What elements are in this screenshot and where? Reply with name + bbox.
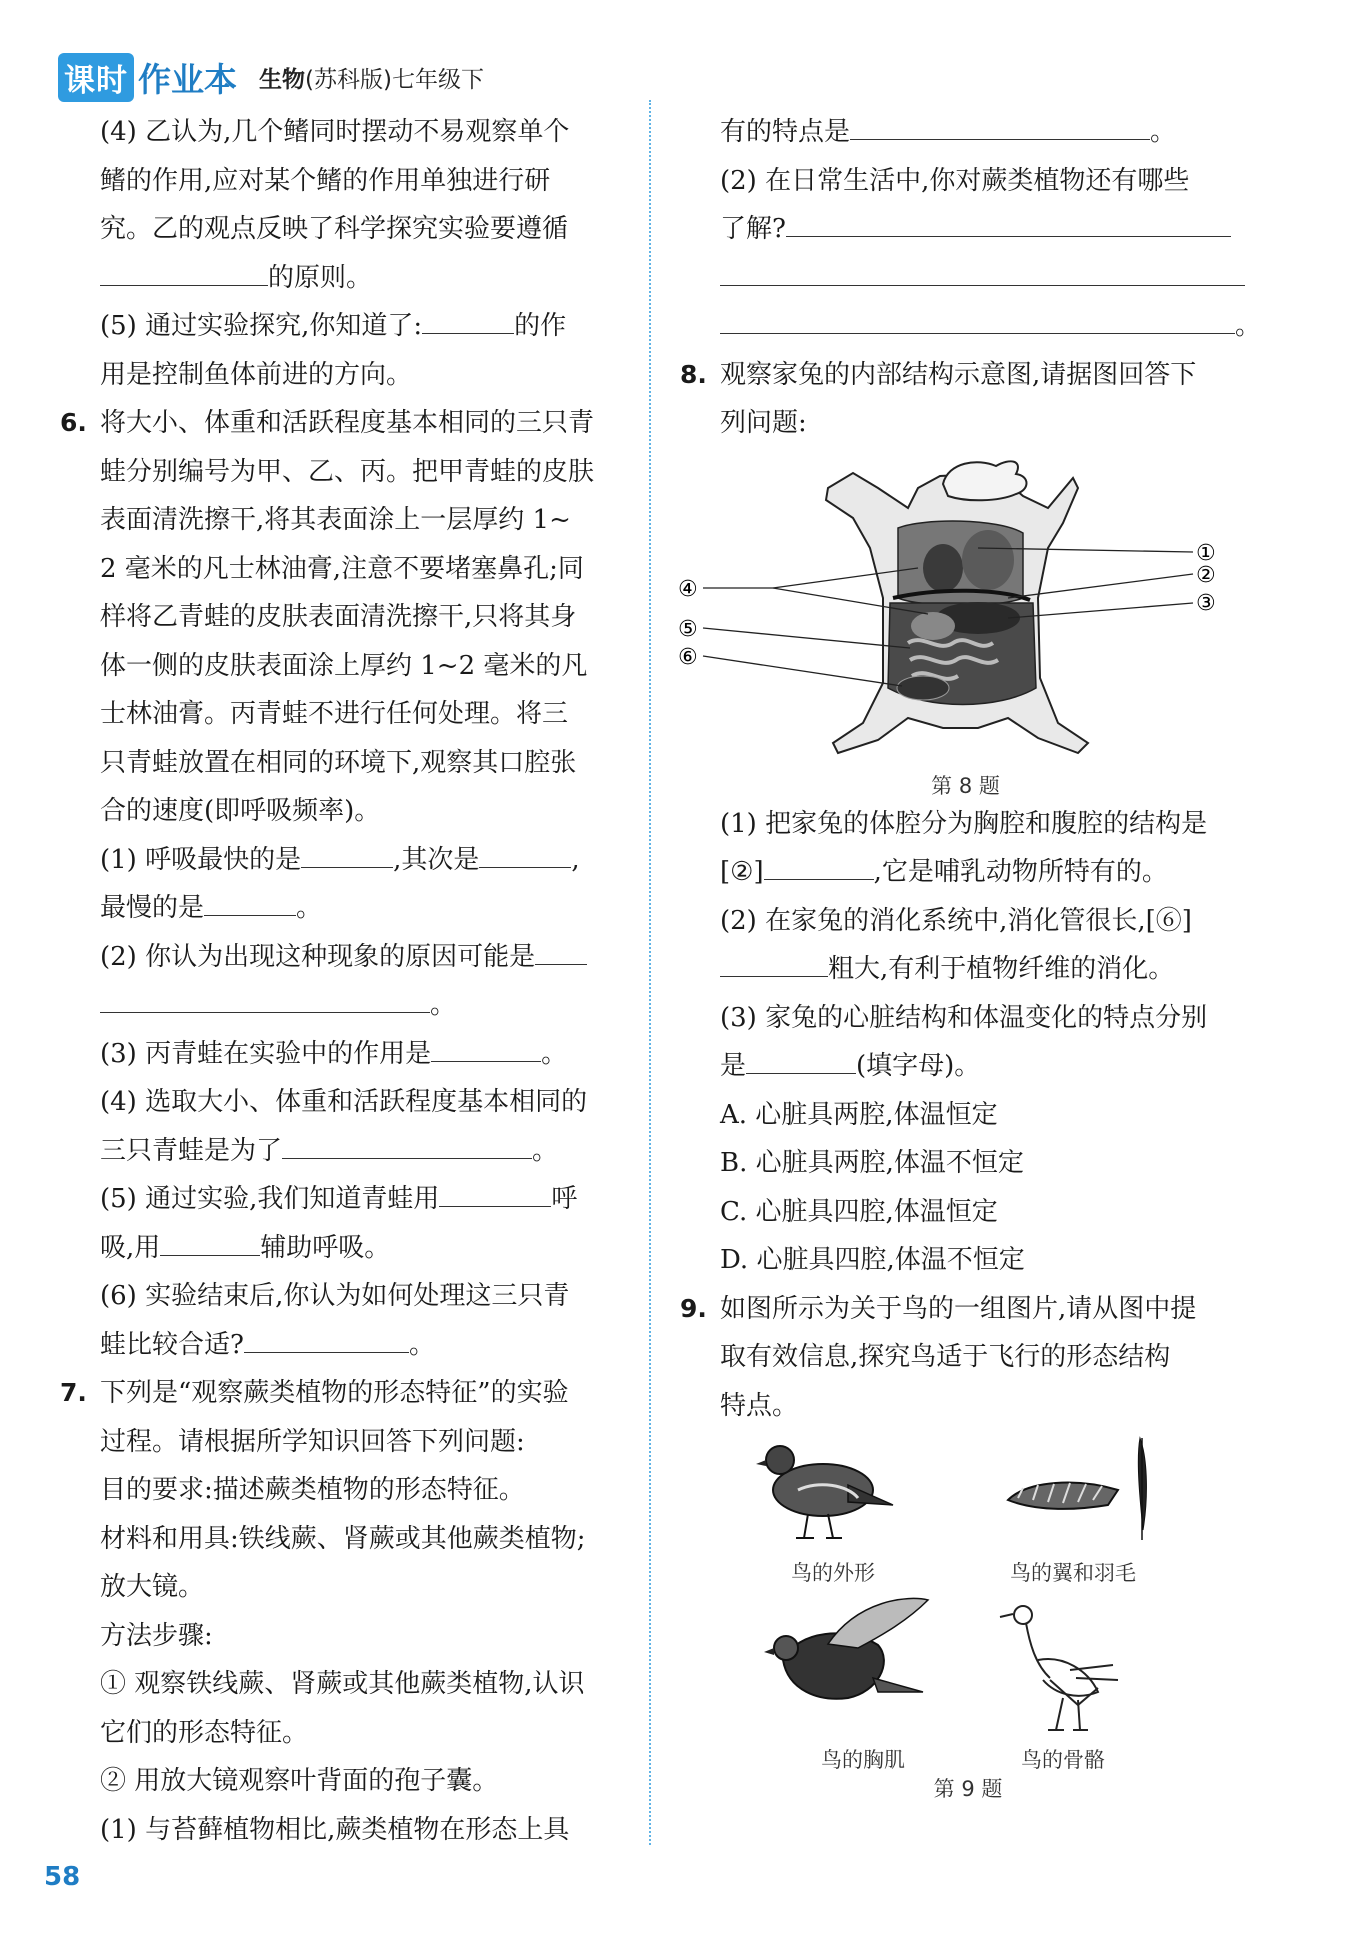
answer-blank[interactable] <box>786 206 1231 237</box>
text-line <box>58 1030 633 1079</box>
text-line: ② 用放大镜观察叶背面的孢子囊。 <box>100 1766 499 1796</box>
answer-blank[interactable] <box>439 1176 551 1207</box>
text-span: 。 <box>430 990 457 1020</box>
text-span: 。 <box>408 1329 435 1360</box>
caption-bird-outline: 鸟的外形 <box>791 1561 875 1585</box>
heart <box>923 544 963 592</box>
label-3: ③ <box>1196 590 1216 616</box>
rabbit-anatomy-figure <box>678 448 1253 800</box>
answer-blank[interactable] <box>746 1043 856 1074</box>
text-span: ,它是哺乳动物所特有的。 <box>873 857 1168 887</box>
edition-label: (苏科版)七年级下 <box>305 66 484 93</box>
text-line <box>58 981 633 1030</box>
text-line: 蛙分别编号为甲、乙、丙。把甲青蛙的皮肤 <box>100 456 595 487</box>
text-line <box>58 836 633 885</box>
pigeon-outline-image <box>756 1446 893 1538</box>
text-span: 如图所示为关于鸟的一组图片,请从图中提 <box>720 1293 1197 1324</box>
answer-blank[interactable] <box>479 837 571 868</box>
option-d[interactable]: D. 心脏具四腔,体温不恒定 <box>720 1245 1025 1275</box>
answer-blank[interactable] <box>204 885 296 916</box>
answer-blank[interactable] <box>720 946 828 977</box>
text-span: 将大小、体重和活跃程度基本相同的三只青 <box>100 408 595 438</box>
text-line: 表面清洗擦干,将其表面涂上一层厚约 1~ <box>100 505 571 535</box>
text-line <box>58 1321 633 1370</box>
text-line <box>58 933 633 982</box>
text-line: 合的速度(即呼吸频率)。 <box>100 796 381 826</box>
text-span: 。 <box>532 1135 559 1166</box>
bird-skeleton-image <box>1000 1606 1118 1730</box>
answer-blank[interactable] <box>764 849 874 880</box>
text-span: [②] <box>720 857 764 887</box>
answer-blank[interactable] <box>535 934 587 965</box>
text-span: (3) 丙青蛙在实验中的作用是 <box>100 1038 432 1069</box>
text-line <box>58 1224 633 1273</box>
text-span: 观察家兔的内部结构示意图,请据图回答下 <box>720 359 1197 390</box>
page-header <box>58 54 484 100</box>
bird-figure <box>678 1430 1253 1830</box>
text-span: 的原则。 <box>268 262 373 293</box>
text-line: 方法步骤: <box>100 1620 213 1651</box>
question-6 <box>58 399 633 448</box>
answer-blank[interactable] <box>720 303 1235 334</box>
text-line <box>678 302 1262 351</box>
text-span: 呼 <box>551 1184 578 1214</box>
text-line: (1) 把家兔的体腔分为胸腔和腹腔的结构是 <box>720 808 1208 839</box>
text-line <box>678 205 1253 254</box>
text-line: 它们的形态特征。 <box>100 1717 309 1748</box>
text-span: (5) 通过实验,我们知道青蛙用 <box>100 1184 440 1214</box>
question-number: 9. <box>680 1293 707 1323</box>
question-number: 7. <box>60 1378 87 1407</box>
option-b[interactable]: B. 心脏具两腔,体温不恒定 <box>720 1148 1024 1178</box>
column-divider <box>649 100 651 1845</box>
rabbit-diagram <box>678 448 1253 768</box>
text-span: (2) 你认为出现这种现象的原因可能是 <box>100 941 536 972</box>
text-line: 过程。请根据所学知识回答下列问题: <box>100 1426 525 1457</box>
text-span: 是 <box>720 1051 747 1081</box>
pectoral-muscle-image <box>764 1598 928 1698</box>
text-line: (4) 乙认为,几个鳍同时摆动不易观察单个 <box>100 117 570 147</box>
text-line: 只青蛙放置在相同的环境下,观察其口腔张 <box>100 747 577 778</box>
text-line: (2) 在日常生活中,你对蕨类植物还有哪些 <box>720 165 1190 196</box>
answer-blank[interactable] <box>282 1128 532 1159</box>
text-line: 放大镜。 <box>100 1572 205 1602</box>
caption-bird-muscle: 鸟的胸肌 <box>821 1748 905 1772</box>
caption-bird-skeleton: 鸟的骨骼 <box>1021 1748 1105 1772</box>
answer-blank[interactable] <box>160 1225 260 1256</box>
text-line: 取有效信息,探究鸟适于飞行的形态结构 <box>720 1342 1171 1372</box>
text-span: 最慢的是 <box>100 893 205 923</box>
rabbit-head <box>943 461 1027 500</box>
answer-blank[interactable] <box>422 303 514 334</box>
text-span: , <box>571 844 580 875</box>
label-6: ⑥ <box>678 644 698 670</box>
text-span: 吸,用 <box>100 1232 161 1263</box>
label-1: ① <box>1196 540 1216 566</box>
question-8 <box>678 351 1253 400</box>
text-span: (1) 呼吸最快的是 <box>100 844 302 875</box>
leader-line <box>703 628 910 648</box>
text-span: 。 <box>541 1038 568 1069</box>
text-line: 用是控制鱼体前进的方向。 <box>100 359 413 390</box>
text-span: 辅助呼吸。 <box>260 1232 391 1263</box>
text-line <box>58 302 633 351</box>
question-7 <box>58 1369 633 1418</box>
text-span: 。 <box>296 893 323 923</box>
text-span: (填字母)。 <box>856 1051 981 1081</box>
text-span: 下列是“观察蕨类植物的形态特征”的实验 <box>100 1378 569 1408</box>
text-line: 特点。 <box>720 1390 799 1421</box>
text-line: 目的要求:描述蕨类植物的形态特征。 <box>100 1475 525 1505</box>
option-c[interactable]: C. 心脏具四腔,体温恒定 <box>720 1196 998 1227</box>
text-line: 样将乙青蛙的皮肤表面清洗擦干,只将其身 <box>100 602 577 632</box>
answer-blank[interactable] <box>720 255 1245 286</box>
text-line: 士林油膏。丙青蛙不进行任何处理。将三 <box>100 699 569 729</box>
text-span: 。 <box>1150 117 1177 147</box>
label-5: ⑤ <box>678 616 698 642</box>
question-9 <box>678 1285 1253 1334</box>
label-2: ② <box>1196 562 1216 588</box>
option-a[interactable]: A. 心脏具两腔,体温恒定 <box>720 1099 998 1130</box>
figure-8-caption: 第 8 题 <box>931 773 1000 798</box>
series-logo <box>58 53 237 102</box>
text-span: 有的特点是 <box>720 117 851 147</box>
text-line: (1) 与苔藓植物相比,蕨类植物在形态上具 <box>100 1814 570 1845</box>
text-span: ,其次是 <box>393 844 480 875</box>
text-line <box>58 254 633 303</box>
answer-blank[interactable] <box>100 982 430 1013</box>
text-line <box>678 848 1253 897</box>
text-span: 。 <box>1235 311 1262 341</box>
text-line: ① 观察铁线蕨、肾蕨或其他蕨类植物,认识 <box>100 1669 585 1699</box>
text-span: 粗大,有利于植物纤维的消化。 <box>828 954 1175 984</box>
text-line: (3) 家兔的心脏结构和体温变化的特点分别 <box>720 1002 1208 1033</box>
text-line <box>678 254 1253 303</box>
subject-name: 生物 <box>259 66 305 93</box>
text-line: 体一侧的皮肤表面涂上厚约 1~2 毫米的凡 <box>100 650 588 681</box>
right-column <box>678 108 1262 1830</box>
figure-9-caption: 第 9 题 <box>933 1777 1003 1800</box>
text-line: 2 毫米的凡士林油膏,注意不要堵塞鼻孔;同 <box>100 553 584 584</box>
text-line <box>678 1042 1253 1091</box>
wing-and-feather-image <box>1008 1438 1146 1540</box>
question-number: 6. <box>60 408 87 437</box>
text-span: 三只青蛙是为了 <box>100 1135 283 1166</box>
text-span: (5) 通过实验探究,你知道了: <box>100 311 423 341</box>
caption-bird-wing: 鸟的翼和羽毛 <box>1010 1561 1136 1585</box>
question-number: 8. <box>680 359 707 389</box>
text-line <box>58 1175 633 1224</box>
bird-illustrations <box>678 1430 1253 1800</box>
answer-blank[interactable] <box>431 1031 541 1062</box>
text-span: 蛙比较合适? <box>100 1329 244 1360</box>
text-line <box>678 108 1253 157</box>
text-line: 鳍的作用,应对某个鳍的作用单独进行研 <box>100 165 551 196</box>
answer-blank[interactable] <box>100 255 268 286</box>
text-line: (4) 选取大小、体重和活跃程度基本相同的 <box>100 1087 588 1117</box>
text-line: 列问题: <box>720 408 807 438</box>
text-line: 究。乙的观点反映了科学探究实验要遵循 <box>100 214 569 244</box>
logo-sub-text: 作业本 <box>138 59 237 99</box>
text-span: 的作 <box>514 311 567 341</box>
leader-line <box>703 656 902 686</box>
lung <box>962 530 1014 590</box>
answer-blank[interactable] <box>301 837 393 868</box>
stomach <box>911 612 955 640</box>
text-line: (2) 在家兔的消化系统中,消化管很长,[⑥] <box>720 905 1192 936</box>
answer-blank[interactable] <box>850 109 1150 140</box>
text-line <box>58 1127 633 1176</box>
page-number: 58 <box>44 1862 81 1892</box>
subject-title <box>259 61 484 94</box>
left-column <box>58 108 633 1854</box>
text-span: 了解? <box>720 214 786 244</box>
text-line <box>678 945 1253 994</box>
label-4: ④ <box>678 576 698 602</box>
answer-blank[interactable] <box>244 1322 409 1353</box>
text-line: 材料和用具:铁线蕨、肾蕨或其他蕨类植物; <box>100 1523 586 1554</box>
text-line <box>58 884 633 933</box>
text-line: (6) 实验结束后,你认为如何处理这三只青 <box>100 1281 570 1311</box>
logo-main-text: 课时 <box>58 53 134 102</box>
cecum <box>897 676 949 700</box>
